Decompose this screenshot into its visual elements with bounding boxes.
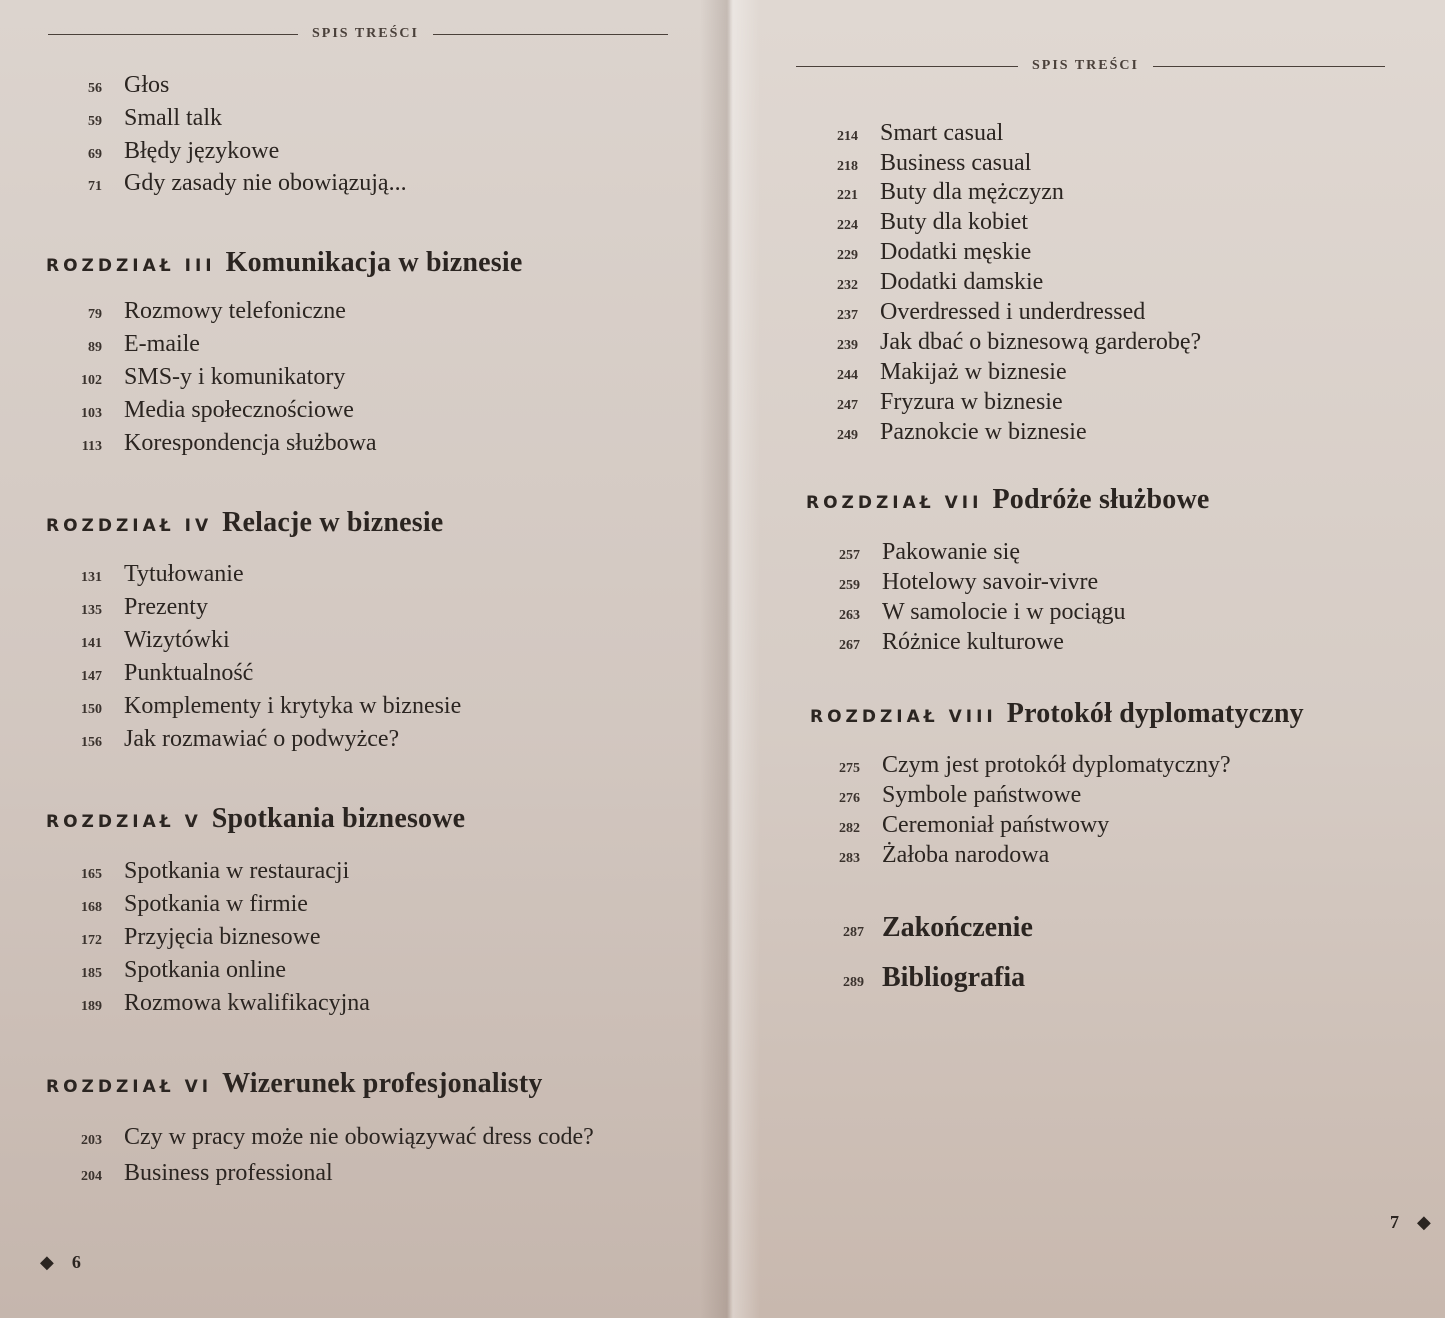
- toc-end-entry[interactable]: [818, 962, 1025, 994]
- page-number: 150: [81, 702, 102, 717]
- toc-entry[interactable]: [812, 179, 1064, 206]
- toc-entry[interactable]: [814, 812, 1109, 839]
- page-number: 204: [81, 1169, 102, 1184]
- entry-title: SMS-y i komunikatory: [124, 364, 346, 390]
- entry-title: E-maile: [124, 331, 200, 357]
- right-page: [730, 0, 1445, 1318]
- page-number: 89: [88, 340, 102, 355]
- entry-title: Buty dla mężczyzn: [880, 179, 1064, 205]
- page-number: 229: [837, 248, 858, 263]
- chapter-heading[interactable]: [810, 698, 1304, 730]
- entry-title: Różnice kulturowe: [882, 629, 1064, 655]
- running-header-right: [796, 58, 1385, 74]
- toc-entry[interactable]: [56, 170, 407, 197]
- entry-title: Business professional: [124, 1160, 333, 1186]
- entry-title: Punktualność: [124, 660, 254, 686]
- chapter-label: ROZDZIAŁ VI: [46, 1077, 213, 1097]
- chapter-heading[interactable]: [46, 247, 522, 279]
- toc-entry[interactable]: [814, 569, 1098, 596]
- page-number: 287: [843, 925, 864, 940]
- toc-entry[interactable]: [812, 120, 1003, 147]
- toc-entry[interactable]: [56, 957, 286, 984]
- page-number: 113: [81, 439, 102, 454]
- diamond-ornament-icon: ◆: [40, 1252, 54, 1272]
- page-number: 103: [81, 406, 102, 421]
- page-number: 232: [837, 278, 858, 293]
- page-number: 165: [81, 867, 102, 882]
- page-number: 224: [837, 218, 858, 233]
- entry-title: Wizytówki: [124, 627, 230, 653]
- chapter-label: ROZDZIAŁ VIII: [810, 707, 997, 727]
- chapter-label: ROZDZIAŁ III: [46, 256, 216, 276]
- chapter-label: ROZDZIAŁ VII: [806, 493, 983, 513]
- header-title: SPIS TREŚCI: [1032, 58, 1139, 73]
- chapter-label: ROZDZIAŁ V: [46, 812, 202, 832]
- entry-title: Prezenty: [124, 594, 208, 620]
- page-number: 79: [88, 307, 102, 322]
- page-number: 275: [839, 761, 860, 776]
- chapter-heading[interactable]: [46, 507, 443, 539]
- toc-entry[interactable]: [814, 629, 1064, 656]
- page-number: 214: [837, 129, 858, 144]
- toc-entry[interactable]: [56, 726, 399, 753]
- toc-entry[interactable]: [56, 105, 222, 132]
- page-number: 189: [81, 999, 102, 1014]
- page-number: 237: [837, 308, 858, 323]
- page-number: 141: [81, 636, 102, 651]
- toc-entry[interactable]: [56, 660, 253, 687]
- page-number: 147: [81, 669, 102, 684]
- toc-entry[interactable]: [56, 561, 244, 588]
- toc-entry[interactable]: [56, 430, 377, 457]
- page-number: 185: [81, 966, 102, 981]
- page-number: 156: [81, 735, 102, 750]
- toc-entry[interactable]: [56, 1160, 333, 1187]
- toc-entry[interactable]: [56, 364, 345, 391]
- page-folio-left: [40, 1252, 81, 1273]
- toc-entry[interactable]: [814, 782, 1081, 809]
- chapter-heading[interactable]: [806, 484, 1210, 516]
- entry-title: Spotkania w restauracji: [124, 858, 350, 884]
- toc-entry[interactable]: [56, 891, 308, 918]
- toc-entry[interactable]: [56, 331, 200, 358]
- entry-title: Bibliografia: [882, 962, 1026, 993]
- toc-entry[interactable]: [56, 298, 346, 325]
- entry-title: Rozmowa kwalifikacyjna: [124, 990, 370, 1016]
- toc-entry[interactable]: [814, 539, 1020, 566]
- page-number: 283: [839, 851, 860, 866]
- toc-entry[interactable]: [56, 693, 461, 720]
- toc-entry[interactable]: [56, 138, 279, 165]
- entry-title: Korespondencja służbowa: [124, 430, 377, 456]
- toc-entry[interactable]: [814, 599, 1126, 626]
- chapter-title: Relacje w biznesie: [222, 507, 444, 538]
- entry-title: Buty dla kobiet: [880, 209, 1028, 235]
- toc-entry[interactable]: [812, 419, 1087, 446]
- toc-entry[interactable]: [56, 72, 169, 99]
- toc-entry[interactable]: [812, 239, 1031, 266]
- page-number: 59: [88, 114, 102, 129]
- entry-title: Jak dbać o biznesową garderobę?: [880, 329, 1202, 355]
- toc-entry[interactable]: [814, 752, 1231, 779]
- toc-entry[interactable]: [814, 842, 1049, 869]
- toc-entry[interactable]: [812, 269, 1043, 296]
- page-number: 267: [839, 638, 860, 653]
- entry-title: Błędy językowe: [124, 138, 280, 164]
- entry-title: Gdy zasady nie obowiązują...: [124, 170, 407, 196]
- page-number: 218: [837, 159, 858, 174]
- page-number: 221: [837, 188, 858, 203]
- page-number: 282: [839, 821, 860, 836]
- entry-title: Makijaż w biznesie: [880, 359, 1067, 385]
- toc-entry[interactable]: [812, 299, 1145, 326]
- chapter-title: Komunikacja w biznesie: [225, 247, 523, 278]
- page-number: 259: [839, 578, 860, 593]
- toc-entry[interactable]: [812, 209, 1028, 236]
- folio-number: 7: [1390, 1212, 1399, 1232]
- chapter-title: Spotkania biznesowe: [211, 803, 466, 834]
- page-number: 131: [81, 570, 102, 585]
- toc-entry[interactable]: [812, 150, 1031, 177]
- page-number: 203: [81, 1133, 102, 1148]
- entry-title: Czy w pracy może nie obowiązywać dress code?: [124, 1124, 594, 1150]
- header-rule: [796, 66, 1018, 67]
- entry-title: Paznokcie w biznesie: [880, 419, 1087, 445]
- entry-title: Small talk: [124, 105, 222, 131]
- page-number: 71: [88, 179, 102, 194]
- entry-title: Symbole państwowe: [882, 782, 1082, 808]
- entry-title: Hotelowy savoir-vivre: [882, 569, 1099, 595]
- entry-title: W samolocie i w pociągu: [882, 599, 1126, 625]
- toc-entry[interactable]: [812, 389, 1063, 416]
- entry-title: Overdressed i underdressed: [880, 299, 1146, 325]
- entry-title: Komplementy i krytyka w biznesie: [124, 693, 462, 719]
- entry-title: Spotkania w firmie: [124, 891, 308, 917]
- page-number: 56: [88, 81, 102, 96]
- entry-title: Dodatki męskie: [880, 239, 1032, 265]
- entry-title: Zakończenie: [882, 912, 1033, 943]
- toc-entry[interactable]: [56, 1124, 594, 1151]
- toc-entry[interactable]: [56, 924, 321, 951]
- entry-title: Ceremoniał państwowy: [882, 812, 1110, 838]
- chapter-title: Podróże służbowe: [992, 484, 1210, 515]
- entry-title: Fryzura w biznesie: [880, 389, 1063, 415]
- toc-entry[interactable]: [56, 990, 370, 1017]
- entry-title: Smart casual: [880, 120, 1004, 146]
- entry-title: Przyjęcia biznesowe: [124, 924, 321, 950]
- page-number: 249: [837, 428, 858, 443]
- toc-entry[interactable]: [56, 397, 354, 424]
- page-number: 257: [839, 548, 860, 563]
- chapter-title: Wizerunek profesjonalisty: [222, 1068, 543, 1099]
- page-number: 263: [839, 608, 860, 623]
- folio-number: 6: [71, 1252, 81, 1272]
- toc-entry[interactable]: [812, 329, 1201, 356]
- entry-title: Głos: [124, 72, 170, 98]
- chapter-title: Protokół dyplomatyczny: [1006, 698, 1304, 729]
- toc-entry[interactable]: [56, 594, 208, 621]
- header-rule: [433, 34, 668, 35]
- entry-title: Dodatki damskie: [880, 269, 1044, 295]
- entry-title: Spotkania online: [124, 957, 286, 983]
- toc-entry[interactable]: [812, 359, 1067, 386]
- page-number: 289: [843, 975, 864, 990]
- page-number: 244: [837, 368, 858, 383]
- page-number: 102: [81, 373, 102, 388]
- page-number: 276: [839, 791, 860, 806]
- toc-entry[interactable]: [56, 627, 230, 654]
- chapter-heading[interactable]: [46, 1068, 543, 1100]
- header-rule: [48, 34, 298, 35]
- page-number: 69: [88, 147, 102, 162]
- entry-title: Czym jest protokół dyplomatyczny?: [882, 752, 1231, 778]
- entry-title: Rozmowy telefoniczne: [124, 298, 346, 324]
- running-header-left: [48, 26, 668, 42]
- entry-title: Tytułowanie: [124, 561, 244, 587]
- chapter-heading[interactable]: [46, 803, 465, 835]
- page-number: 247: [837, 398, 858, 413]
- diamond-ornament-icon: ◆: [1417, 1212, 1431, 1232]
- page-number: 172: [81, 933, 102, 948]
- toc-end-entry[interactable]: [818, 912, 1033, 944]
- entry-title: Business casual: [880, 150, 1032, 176]
- page-number: 135: [81, 603, 102, 618]
- page-folio-right: [1390, 1212, 1431, 1233]
- entry-title: Media społecznościowe: [124, 397, 354, 423]
- entry-title: Jak rozmawiać o podwyżce?: [124, 726, 400, 752]
- page-number: 239: [837, 338, 858, 353]
- toc-entry[interactable]: [56, 858, 349, 885]
- entry-title: Żałoba narodowa: [882, 842, 1050, 868]
- page-number: 168: [81, 900, 102, 915]
- header-rule: [1153, 66, 1385, 67]
- entry-title: Pakowanie się: [882, 539, 1020, 565]
- chapter-label: ROZDZIAŁ IV: [46, 516, 213, 536]
- header-title: SPIS TREŚCI: [312, 26, 419, 41]
